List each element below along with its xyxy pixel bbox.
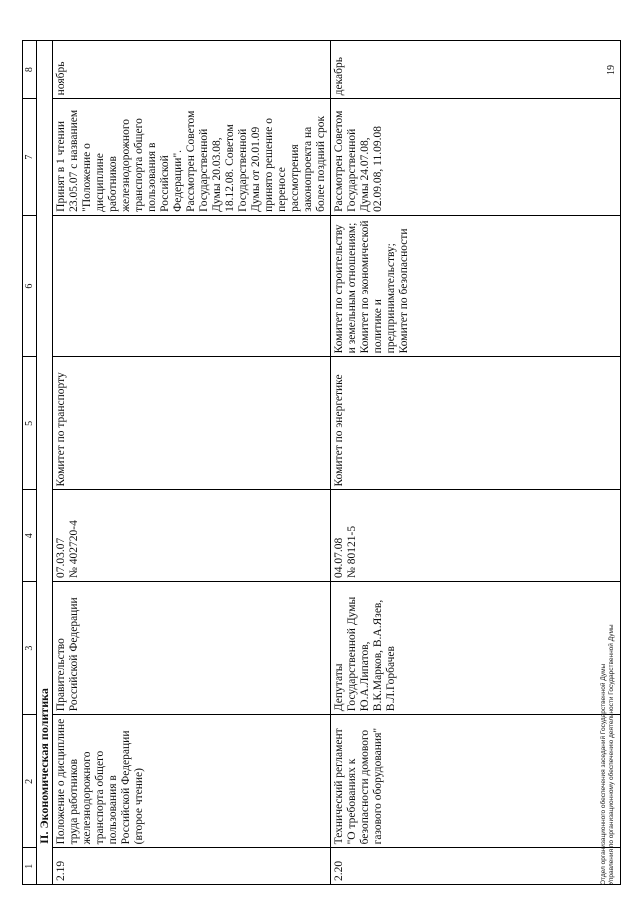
table-row xyxy=(53,41,331,885)
row-number: 2.19 xyxy=(53,848,331,885)
bill-initiator: Правительство Российской Федерации xyxy=(53,582,331,715)
responsible-committee: Комитет по транспорту xyxy=(53,357,331,490)
co-committees xyxy=(53,215,331,356)
section-title: II. Экономическая политика xyxy=(37,41,53,848)
col-header-3: 3 xyxy=(23,582,37,715)
responsible-committee: Комитет по энергетике xyxy=(331,357,621,490)
col-header-6: 6 xyxy=(23,215,37,356)
col-header-4: 4 xyxy=(23,490,37,582)
table-row xyxy=(331,41,621,885)
col-header-7: 7 xyxy=(23,99,37,216)
bill-status: Принят в 1 чтении 23.05.07 с названием "Положение о дисциплине работников железнодорожного транспорта общего пользования в Российской Федерации". Рассмотрен Советом Государственной Думы 20.03.08, 18.12.08. Советом Государственной Думы от 20.01.09 принято решение о переносе рассмотрения законопроекта на более поздний срок xyxy=(53,99,331,216)
col-header-2: 2 xyxy=(23,715,37,848)
planned-month: декабрь xyxy=(331,41,621,99)
planned-month: ноябрь xyxy=(53,41,331,99)
registration-info: 07.03.07 № 402720-4 xyxy=(53,490,331,582)
col-header-1: 1 xyxy=(23,848,37,885)
bill-title: Технический регламент "О требованиях к безопасности домового газового оборудования" xyxy=(331,715,621,848)
bill-status: Рассмотрен Советом Государственной Думы 24.07.08, 02.09.08, 11.09.08 xyxy=(331,99,621,216)
footer-department xyxy=(600,624,616,885)
page-number: 19 xyxy=(606,65,617,75)
column-number-row xyxy=(23,41,37,885)
registration-info: 04.07.08 № 80121-5 xyxy=(331,490,621,582)
footer-line-2: Управления по организационному обеспечению деятельности Государственной Думы xyxy=(608,624,615,885)
footer-line-1: Отдел организационного обеспечения заседаний Государственной Думы xyxy=(600,663,607,885)
col-header-5: 5 xyxy=(23,357,37,490)
section-row xyxy=(37,41,53,885)
co-committees: Комитет по строительству и земельным отношениям; Комитет по экономической политике и предпринимательству; Комитет по безопасности xyxy=(331,215,621,356)
bill-initiator: Депутаты Государственной Думы Ю.А.Липатов, В.К.Марков, В.А.Язев, В.Л.Горбачев xyxy=(331,582,621,715)
row-number: 2.20 xyxy=(331,848,621,885)
col-header-8: 8 xyxy=(23,41,37,99)
bill-title: Положение о дисциплине труда работников железнодорожного транспорта общего пользования в Российской Федерации (второе чтение) xyxy=(53,715,331,848)
legislative-plan-table xyxy=(22,40,621,885)
